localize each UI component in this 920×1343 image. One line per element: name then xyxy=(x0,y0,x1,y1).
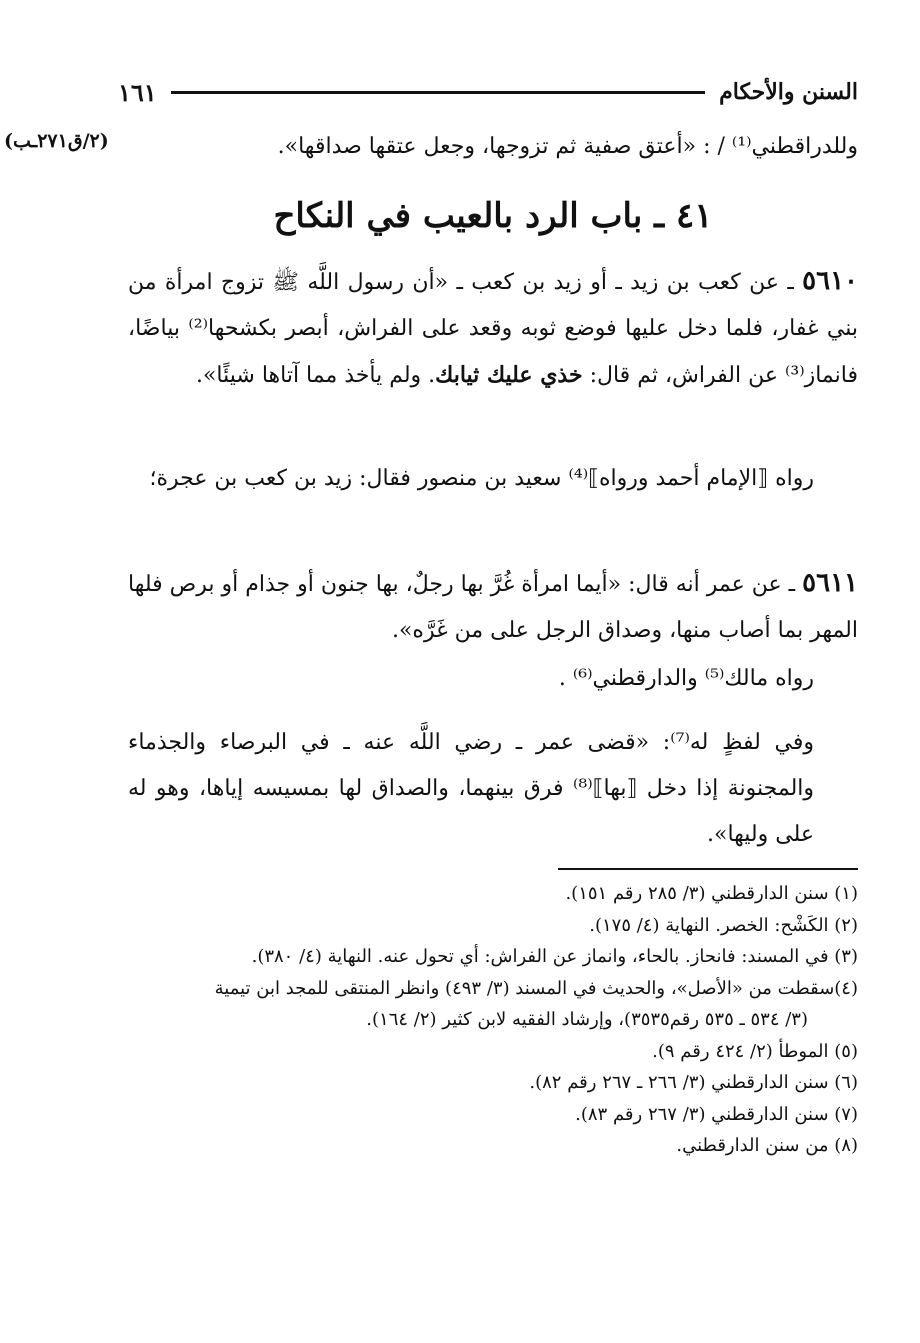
hadith-number: ٥٦١٠ xyxy=(802,266,859,296)
header-rule xyxy=(171,91,705,94)
hadith-bold-quote: خذي عليك ثيابك xyxy=(435,362,583,388)
running-header-title: السنن والأحكام xyxy=(719,79,858,105)
manuscript-margin-reference: (٢/ق٢٧١ـب) xyxy=(4,130,109,152)
narration-paragraph-2: رواه مالك⁽⁵⁾ والدارقطني⁽⁶⁾ . xyxy=(558,666,814,691)
hadith-5610-paragraph xyxy=(128,258,858,399)
footnote-item: (٦) سنن الدارقطني (٣/ ٢٦٦ ـ ٢٦٧ رقم ٨٢). xyxy=(529,1072,858,1093)
footnote-separator xyxy=(558,868,858,870)
hadith-text: ـ عن عمر أنه قال: «أيما امرأة غُرَّ بها رجلٌ، بها جنون أو جذام أو برص فلها المهر بما أصاب منها، وصداق الرجل على من غَرَّه». xyxy=(128,572,858,643)
footnote-item: (٤)سقطت من «الأصل»، والحديث في المسند (٣/ ٤٩٣) وانظر المنتقى للمجد ابن تيمية xyxy=(214,977,858,999)
hadith-text: ـ عن كعب بن زيد ـ أو زيد بن كعب ـ «أن رسول اللَّه ﷺ تزوج امرأة من بني غفار، فلما دخل عليها فوضع ثوبه وقعد على الفراش، أبصر بكشحها⁽²⁾ بياضًا، فانماز⁽³⁾ عن الفراش، ثم قال: xyxy=(128,270,858,388)
narration-paragraph-3: وفي لفظٍ له⁽⁷⁾: «قضى عمر ـ رضي اللَّه عنه ـ في البرصاء والجذماء والمجنونة إذا دخل ⟦بها⟧⁽⁸⁾ فرق بينهما، والصداق لها بمسيسه إياها، وهو له على وليها». xyxy=(128,730,815,847)
footnote-item: (١) سنن الدارقطني (٣/ ٢٨٥ رقم ١٥١). xyxy=(565,883,858,904)
narration-paragraph-1: رواه ⟦الإمام أحمد ورواه⟧⁽⁴⁾ سعيد بن منصور فقال: زيد بن كعب بن عجرة؛ xyxy=(149,466,814,491)
footnote-item: (٥) الموطأ (٢/ ٤٢٤ رقم ٩). xyxy=(652,1040,858,1062)
footnotes-list xyxy=(58,878,858,1162)
running-header xyxy=(118,72,858,112)
footnote-item: (٣) في المسند: فانحاز. بالحاء، وانماز عن الفراش: أي تحول عنه. النهاية (٤/ ٣٨٠). xyxy=(251,946,858,967)
footnote-item: (٧) سنن الدارقطني (٣/ ٢٦٧ رقم ٨٣). xyxy=(575,1103,858,1125)
page-number: ١٦١ xyxy=(118,77,157,107)
footnote-item-continuation: (٣/ ٥٣٤ ـ ٥٣٥ رقم٣٥٣٥)، وإرشاد الفقيه لابن كثير (٢/ ١٦٤). xyxy=(366,1009,808,1030)
hadith-number: ٥٦١١ xyxy=(802,568,858,598)
footnote-item: (٨) من سنن الدارقطني. xyxy=(676,1135,858,1156)
intro-paragraph: وللدراقطني⁽¹⁾ / : «أعتق صفية ثم تزوجها، وجعل عتقها صداقها». xyxy=(277,134,858,159)
chapter-title: ٤١ ـ باب الرد بالعيب في النكاح xyxy=(273,196,713,236)
hadith-5611-paragraph xyxy=(128,560,858,654)
footnote-item: (٢) الكَشْح: الخصر. النهاية (٤/ ١٧٥). xyxy=(589,914,858,936)
hadith-text-end: . ولم يأخذ مما آتاها شيئًا». xyxy=(195,363,436,388)
